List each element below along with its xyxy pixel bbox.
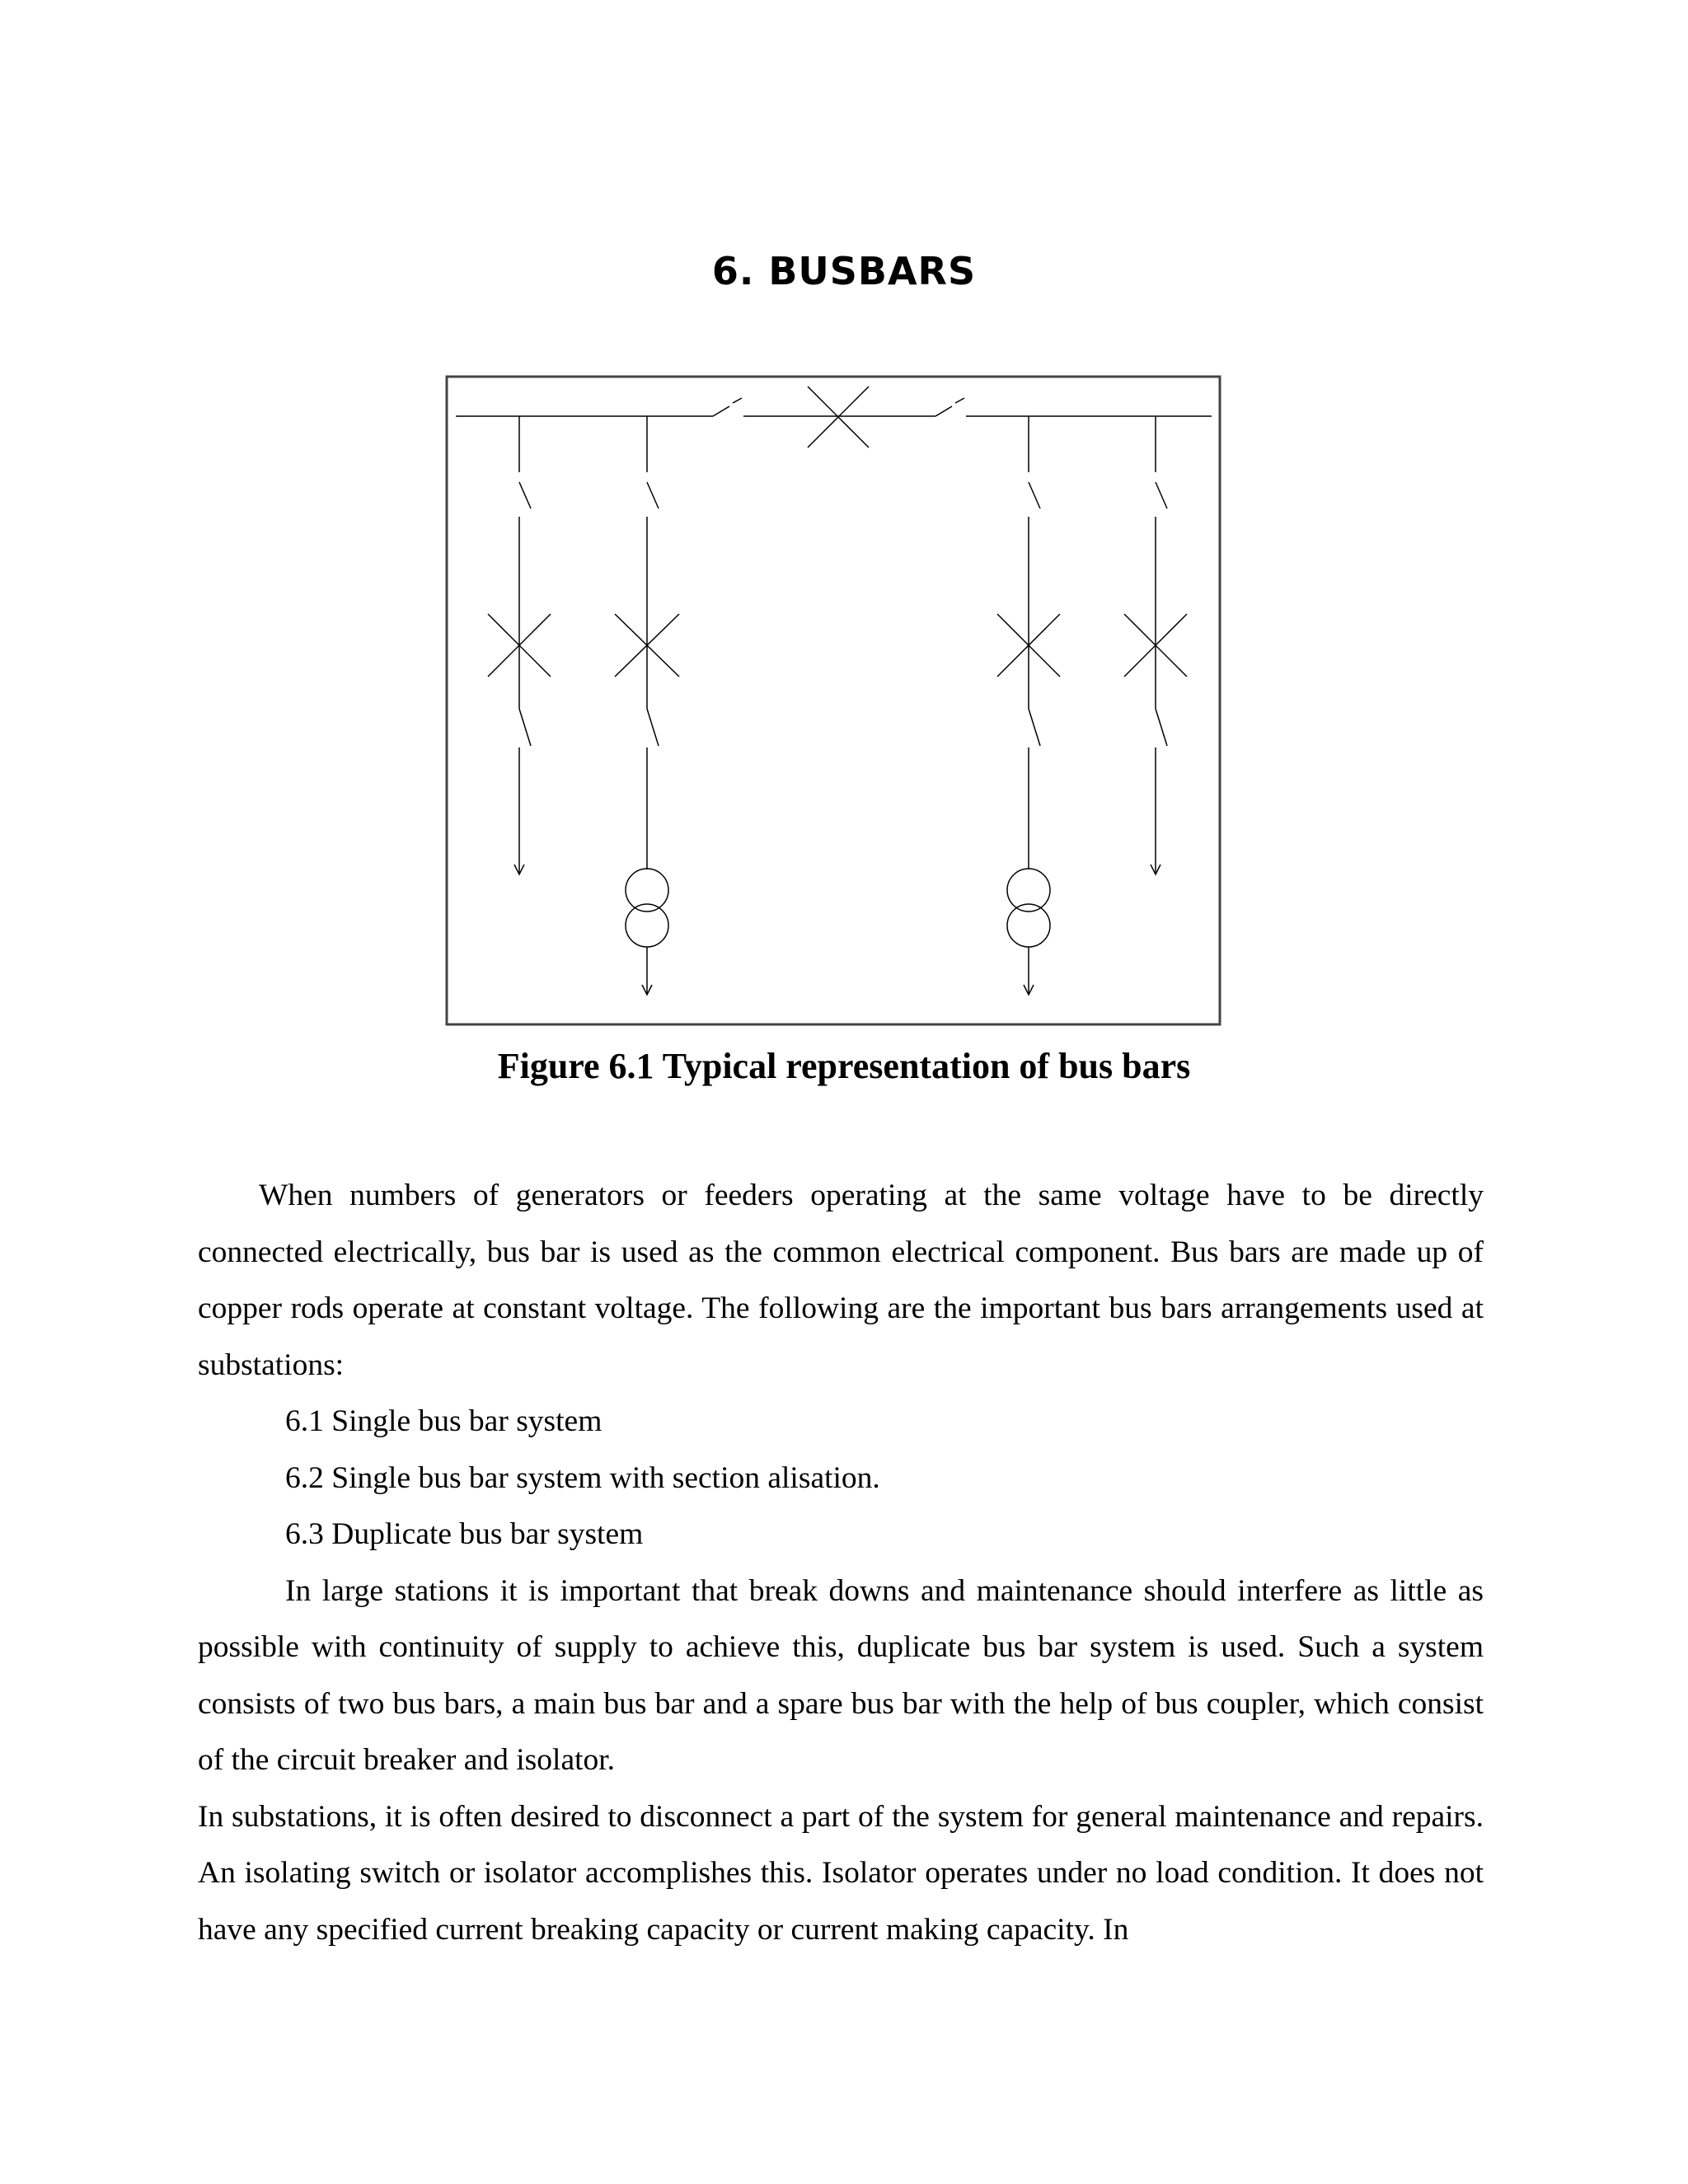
duplicate-busbar-paragraph: In large stations it is important that break downs and maintenance should interfere as little as possible with continuity of supply to achieve this, duplicate bus bar system is used. Such a system consists of two bus bars, a main bus bar and a spare bus bar with the help of bus coupler, which consist of the circuit breaker and isolator. [198, 1573, 1484, 1777]
busbar-diagram [445, 375, 1221, 1026]
bus-coupler-breaker [808, 387, 869, 448]
list-item: 6.3 Duplicate bus bar system [285, 1517, 644, 1551]
figure-caption: Figure 6.1 Typical representation of bus bars [497, 1046, 1191, 1086]
bus-section-isolator-right [935, 398, 964, 416]
chapter-title: 6. BUSBARS [711, 249, 977, 293]
intro-paragraph: When numbers of generators or feeders operating at the same voltage have to be directly connected electrically, bus bar is used as the common electrical component. Bus bars are made up of copper rods operate at constant voltage. The following are the important bus bars arrangements used at substations: [198, 1179, 1484, 1382]
diagram-frame [447, 377, 1220, 1024]
list-item: 6.2 Single bus bar system with section alisation. [285, 1460, 880, 1495]
list-item: 6.1 Single bus bar system [285, 1404, 603, 1438]
feeder-4 [1124, 416, 1187, 874]
isolator-paragraph: In substations, it is often desired to disconnect a part of the system for general maintenance and repairs. An isolating switch or isolator accomplishes this. Isolator operates under no load condition. It does not have any specified current breaking capacity or current making capacity. In [198, 1799, 1484, 1947]
bus-section-isolator-left [713, 398, 742, 416]
feeder-2-transformer [615, 416, 679, 995]
feeder-1 [488, 416, 551, 874]
body-text [198, 1168, 1484, 1958]
feeder-3-transformer [997, 416, 1060, 995]
